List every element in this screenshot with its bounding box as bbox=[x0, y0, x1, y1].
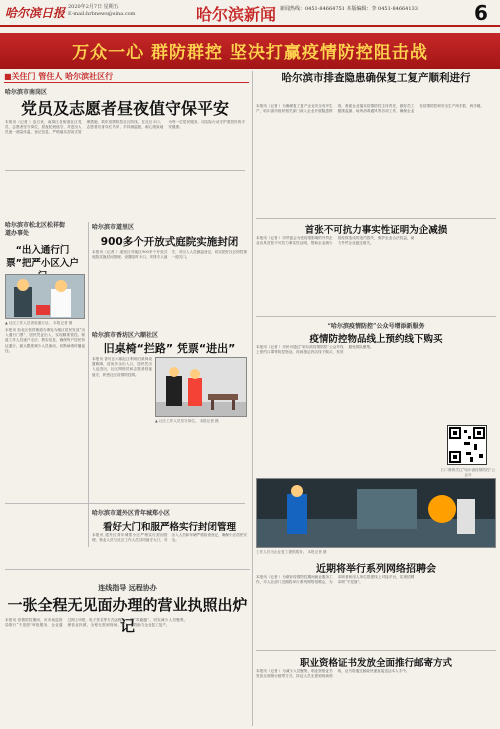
article-body: 本报讯（记者 ）道里区对辖区900多个开放式庭院实施封闭管理，设置临时卡口，安排专人值守，对出入人员测温登记，切实把好社区防控第一道关口。 bbox=[92, 250, 247, 260]
photo-illustration bbox=[6, 275, 85, 319]
divider bbox=[5, 170, 245, 171]
article-headline: “出入通行门票”把严小区入户 bbox=[6, 245, 79, 269]
article-tag: 连线指导 远程协办 bbox=[98, 583, 157, 592]
newspaper-logo: 哈尔滨日报 bbox=[5, 6, 66, 20]
article-body: 本报讯（记者 ）市民可通过“哈尔滨疫情防控”公众号线上预约口罩等防控物品，再到指定药店线下购买，有效避免排队聚集。 bbox=[256, 345, 374, 355]
photo-illustration bbox=[156, 358, 247, 417]
section-label: ■关住门 管住人 哈尔滨社区行 bbox=[4, 71, 249, 83]
article-body: 本报讯 道外区青年城郑小区严格实行封闭管理，物业人员与社区工作人员共同值守大门，对出入人员和车辆严格检查登记，确保小区居民安全。 bbox=[92, 533, 247, 543]
slogan-banner bbox=[0, 33, 500, 69]
divider bbox=[256, 650, 496, 651]
article-headline: 职业资格证书发放全面推行邮寄方式 bbox=[299, 658, 452, 669]
article-headline: 哈尔滨市排查隐患确保复工复产顺利进行 bbox=[281, 72, 471, 84]
column-rule bbox=[252, 71, 253, 726]
article-area: 哈尔滨市香坊区六顺社区 bbox=[92, 332, 159, 339]
article-body: 本报讯（记者 ）市贸促会为受疫情影响的外贸企业出具首张不可抗力事实性证明，帮助企业减少因疫情造成的违约损失，维护企业合法权益，助力外贸企业渡过难关。 bbox=[256, 236, 415, 246]
column-rule bbox=[88, 222, 89, 547]
news-photo bbox=[5, 274, 85, 319]
photo-caption: 工作人员为企业复工提供服务。 本报记者 摄 bbox=[256, 550, 327, 554]
contact-line: 新闻热线：0451-84664751 本版编辑：李 0451-84664133 bbox=[280, 6, 418, 12]
news-photo bbox=[256, 478, 496, 548]
date-line: 2020年2月7日 星期五 E-mail:hrbnews@sina.com bbox=[68, 4, 136, 17]
article-headline: 900多个开放式庭院实施封闭 bbox=[100, 236, 239, 248]
article-headline: 疫情防控物品线上预约线下购买 bbox=[309, 334, 443, 345]
divider bbox=[256, 316, 496, 317]
article-body: 本报讯 松北区松祥街道办事处为辖区居民发放“出入通行门票”，居民凭证出入，实现精准管控。街道工作人员逐户走访，核实信息，确保每户居民持证通行，最大限度减少人员流动，切断病毒传播途径。 bbox=[5, 328, 85, 353]
divider bbox=[256, 218, 496, 219]
qr-caption: 扫二维码关注“哈尔滨疫情防控”公众号 bbox=[441, 468, 495, 477]
photo-caption: ▲ 社区工作人员坚守岗位。 本报记者 摄 bbox=[155, 419, 219, 423]
section-brand: 哈尔滨新闻 bbox=[196, 5, 277, 24]
article-body: 本报讯（记者 ）为确保复工复产企业安全有序生产，哈尔滨市组织相关部门深入企业开展隐患排查，督促企业落实疫情防控主体责任，做好员工健康监测、场所消毒通风等各项工作，确保企业在疫情防控和安全生产两手抓、两手硬。 bbox=[256, 104, 484, 114]
masthead bbox=[0, 0, 500, 27]
divider bbox=[5, 503, 245, 504]
article-body: 本报讯 香坊区六顺社区利用旧桌椅设置路障，封闭多余出入口，居民凭出入证进出，社区网格员和志愿者昼夜值守，织密社区疫情防控网。 bbox=[92, 357, 152, 377]
article-area: 哈尔滨市道里区 bbox=[92, 224, 135, 231]
article-body: 本报讯（记者 ）为做好疫情防控期间就业服务工作，市人社部门近期将举行系列网络招聘会，为求职者和用人单位搭建线上对接平台，实现招聘求职“不见面”。 bbox=[256, 575, 415, 585]
photo-illustration bbox=[257, 479, 496, 548]
article-headline: 近期将举行系列网络招聘会 bbox=[316, 564, 436, 575]
qr-code[interactable] bbox=[447, 425, 487, 465]
article-pretitle: “哈尔滨疫情防控”公众号增添新服务 bbox=[327, 323, 425, 330]
qr-code-icon bbox=[448, 426, 486, 464]
article-headline: 一张全程无见面办理的营业执照出炉记 bbox=[7, 596, 248, 635]
article-headline: 看好大门和服严格实行封闭管理 bbox=[102, 522, 236, 533]
news-photo bbox=[155, 357, 247, 417]
article-body: 本报讯（记者 ）为减少人员聚集，职业资格证书发放全面推行邮寄方式，持证人员无需到现场领取，证书将通过邮政快递直接送达本人手中。 bbox=[256, 669, 410, 679]
divider bbox=[5, 569, 250, 570]
article-headline: 首张不可抗力事实性证明为企减损 bbox=[304, 225, 448, 236]
slogan-text: 万众一心 群防群控 坚决打赢疫情防控阻击战 bbox=[72, 43, 428, 63]
article-area: 哈尔滨市松北区松祥街道办事处 bbox=[5, 222, 66, 237]
article-area: 哈尔滨市道外区青年城郑小区 bbox=[92, 510, 171, 517]
page-number: 6 bbox=[474, 1, 488, 25]
article-body: 本报讯 疫情防控期间，市市场监管局推行“不见面”审批服务，企业通过网上申报、电子签名等方式远程办理营业执照，全程无需到现场，实现“零跑腿”，切实减少人员聚集，有效助力企业复工复产。 bbox=[5, 618, 188, 628]
photo-caption: ▲ 社区工作人员查验通行证。 本报记者 摄 bbox=[5, 321, 73, 325]
article-headline: 党员及志愿者昼夜值守保平安 bbox=[20, 99, 229, 118]
article-headline: 旧桌椅“拦路” 凭票“进出” bbox=[103, 342, 236, 355]
article-body: 本报讯（记者 ）连日来，南岗区各街道社区党员、志愿者坚守岗位，昼夜轮班值守，对进出人员逐一测量体温、登记信息，严格落实封闭式管理措施，筑牢疫情防控社区防线。在社区卡口，志愿者们身穿红马甲，手持测温枪，耐心细致地为每一位居民服务，用实际行动守护着居民的平安健康。 bbox=[5, 120, 245, 135]
article-area: 哈尔滨市南岗区 bbox=[5, 89, 48, 96]
